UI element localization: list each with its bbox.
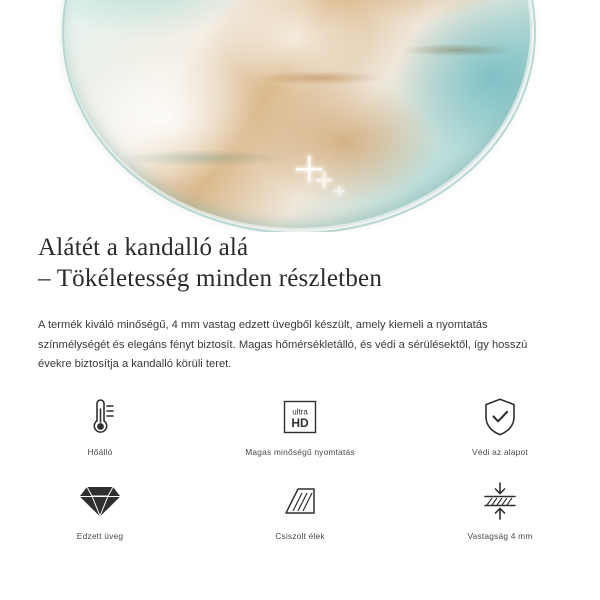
diamond-icon: [79, 479, 121, 523]
thermometer-icon: [83, 395, 117, 439]
feature-label: Csiszolt élek: [275, 531, 325, 541]
feature-label: Vastagság 4 mm: [467, 531, 533, 541]
feature-label: Védi az alapot: [472, 447, 528, 457]
ultra-hd-icon: [281, 395, 319, 439]
marble-plate-image: [62, 0, 532, 230]
page-title: [0, 232, 600, 294]
feature-label: Hőálló: [87, 447, 113, 457]
svg-text:HD: HD: [291, 416, 309, 430]
thickness-arrows-icon: [479, 479, 521, 523]
feature-item-polished-edges: [200, 479, 400, 541]
feature-label: Magas minőségű nyomtatás: [245, 447, 355, 457]
headline-line-2: – Tökéletesség minden részletben: [38, 265, 383, 292]
feature-item-print-quality: [200, 395, 400, 457]
feature-item-heat-resistant: [0, 395, 200, 457]
text-content: [0, 232, 600, 375]
feature-item-tempered-glass: [0, 479, 200, 541]
feature-grid: [0, 395, 600, 541]
feature-item-surface-protection: [400, 395, 600, 457]
svg-text:ultra: ultra: [292, 407, 308, 417]
headline-line-1: Alátét a kandalló alá: [38, 234, 249, 261]
description-paragraph: A termék kiváló minőségű, 4 mm vastag edzett üvegből készült, amely kiemeli a nyomtatás színmélységét és elegáns fényt biztosít. Magas hőmérsékletálló, és védi a sérülésektől, így hosszú évekre biztosítja a kandalló körüli teret.: [38, 319, 528, 370]
feature-item-thickness: [400, 479, 600, 541]
shield-check-icon: [482, 395, 518, 439]
hero-image: [0, 0, 600, 232]
feature-label: Edzett üveg: [76, 531, 124, 541]
polished-edges-icon: [281, 479, 319, 523]
